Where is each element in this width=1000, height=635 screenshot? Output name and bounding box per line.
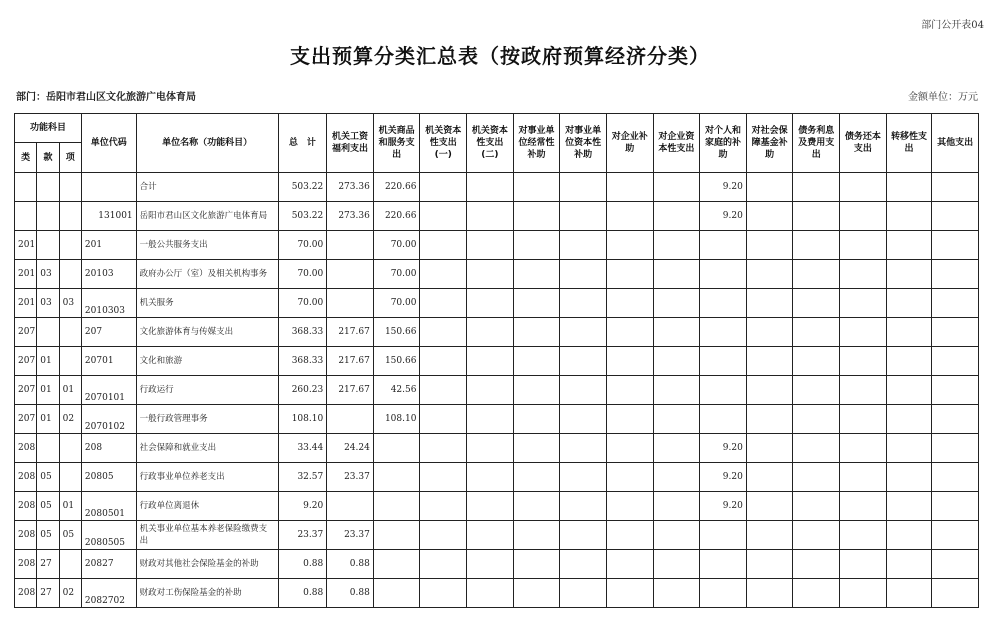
cell-code: 2080501: [81, 492, 136, 521]
cell-total: 9.20: [278, 492, 327, 521]
cell-kuan: 01: [37, 376, 59, 405]
cell-kuan: 27: [37, 550, 59, 579]
header-col-3: 机关资本性支出(一): [420, 114, 467, 173]
cell-kuan: 05: [37, 463, 59, 492]
cell-xiang: 03: [59, 289, 81, 318]
table-row: [15, 376, 979, 405]
cell-name: 社会保障和就业支出: [136, 434, 278, 463]
cell-col-1: 23.37: [327, 463, 374, 492]
cell-col-1: 0.88: [327, 579, 374, 608]
cell-lei: 208: [15, 550, 37, 579]
cell-kuan: 01: [37, 347, 59, 376]
cell-col-2: 150.66: [373, 318, 420, 347]
cell-lei: 208: [15, 463, 37, 492]
cell-total: 70.00: [278, 289, 327, 318]
cell-col-1: 273.36: [327, 173, 374, 202]
cell-col-9: [700, 376, 747, 405]
cell-code: 20103: [81, 260, 136, 289]
cell-col-2: 70.00: [373, 231, 420, 260]
cell-col-2: 220.66: [373, 202, 420, 231]
header-col-6: 对事业单位资本性补助: [560, 114, 607, 173]
cell-xiang: 05: [59, 521, 81, 550]
header-row-top: [15, 114, 979, 143]
cell-total: 23.37: [278, 521, 327, 550]
cell-name: 机关事业单位基本养老保险缴费支出: [136, 521, 278, 550]
cell-name: 合计: [136, 173, 278, 202]
budget-table: [14, 113, 979, 608]
cell-code: 2010303: [81, 289, 136, 318]
cell-lei: 201: [15, 289, 37, 318]
header-unit-name: 单位名称（功能科目）: [136, 114, 278, 173]
header-kuan: 款: [37, 143, 59, 173]
cell-kuan: 05: [37, 492, 59, 521]
cell-col-2: [373, 492, 420, 521]
cell-total: 70.00: [278, 260, 327, 289]
cell-total: 503.22: [278, 202, 327, 231]
cell-xiang: 02: [59, 405, 81, 434]
cell-xiang: [59, 434, 81, 463]
cell-lei: 208: [15, 579, 37, 608]
cell-lei: 207: [15, 347, 37, 376]
table-row: [15, 405, 979, 434]
table-number-tag: 部门公开表04: [921, 20, 984, 31]
table-row: [15, 260, 979, 289]
cell-total: 0.88: [278, 579, 327, 608]
cell-xiang: [59, 202, 81, 231]
cell-kuan: 27: [37, 579, 59, 608]
cell-xiang: 01: [59, 376, 81, 405]
header-col-12: 债务还本支出: [840, 114, 887, 173]
cell-col-2: [373, 463, 420, 492]
cell-col-2: 150.66: [373, 347, 420, 376]
cell-col-2: 70.00: [373, 260, 420, 289]
cell-xiang: 02: [59, 579, 81, 608]
cell-col-9: 9.20: [700, 434, 747, 463]
cell-total: 0.88: [278, 550, 327, 579]
cell-kuan: [37, 202, 59, 231]
cell-col-1: 217.67: [327, 376, 374, 405]
table-row: [15, 579, 979, 608]
cell-lei: 208: [15, 521, 37, 550]
header-col-4: 机关资本性支出(二): [467, 114, 514, 173]
cell-lei: 208: [15, 492, 37, 521]
cell-name: 一般行政管理事务: [136, 405, 278, 434]
cell-xiang: [59, 173, 81, 202]
cell-kuan: [37, 231, 59, 260]
cell-col-1: 24.24: [327, 434, 374, 463]
header-total: 总 计: [278, 114, 327, 173]
cell-kuan: [37, 318, 59, 347]
cell-code: 2080505: [81, 521, 136, 550]
table-row: [15, 434, 979, 463]
cell-kuan: 01: [37, 405, 59, 434]
cell-total: 108.10: [278, 405, 327, 434]
table-row: [15, 492, 979, 521]
header-col-14: 其他支出: [932, 114, 979, 173]
cell-col-2: 220.66: [373, 173, 420, 202]
cell-col-2: 70.00: [373, 289, 420, 318]
cell-name: 岳阳市君山区文化旅游广电体育局: [136, 202, 278, 231]
page-title: 支出预算分类汇总表（按政府预算经济分类）: [290, 44, 710, 68]
cell-total: 368.33: [278, 318, 327, 347]
cell-col-2: [373, 521, 420, 550]
cell-lei: 201: [15, 260, 37, 289]
cell-col-9: [700, 347, 747, 376]
cell-code: 2082702: [81, 579, 136, 608]
cell-code: 208: [81, 434, 136, 463]
cell-xiang: [59, 463, 81, 492]
cell-name: 行政运行: [136, 376, 278, 405]
cell-code: 20805: [81, 463, 136, 492]
cell-kuan: [37, 173, 59, 202]
cell-col-1: [327, 260, 374, 289]
cell-col-1: 217.67: [327, 318, 374, 347]
header-col-1: 机关工资福利支出: [327, 114, 374, 173]
cell-col-2: 42.56: [373, 376, 420, 405]
table-row: [15, 289, 979, 318]
cell-kuan: [37, 434, 59, 463]
cell-name: 财政对工伤保险基金的补助: [136, 579, 278, 608]
cell-col-9: 9.20: [700, 202, 747, 231]
header-col-13: 转移性支出: [886, 114, 932, 173]
header-func-subject: 功能科目: [15, 114, 82, 143]
cell-col-9: 9.20: [700, 463, 747, 492]
cell-lei: 207: [15, 405, 37, 434]
cell-col-1: [327, 492, 374, 521]
cell-xiang: [59, 550, 81, 579]
table-row: [15, 318, 979, 347]
cell-lei: 207: [15, 376, 37, 405]
cell-lei: 207: [15, 318, 37, 347]
header-xiang: 项: [59, 143, 81, 173]
header-col-11: 债务利息及费用支出: [793, 114, 840, 173]
cell-lei: 208: [15, 434, 37, 463]
cell-name: 行政事业单位养老支出: [136, 463, 278, 492]
cell-total: 503.22: [278, 173, 327, 202]
cell-col-9: [700, 318, 747, 347]
cell-col-1: [327, 289, 374, 318]
header-lei: 类: [15, 143, 37, 173]
header-col-7: 对企业补助: [606, 114, 653, 173]
cell-lei: 201: [15, 231, 37, 260]
cell-col-9: [700, 260, 747, 289]
cell-name: 行政单位离退休: [136, 492, 278, 521]
table-row: [15, 521, 979, 550]
cell-code: 20701: [81, 347, 136, 376]
cell-total: 33.44: [278, 434, 327, 463]
cell-code: 2070101: [81, 376, 136, 405]
cell-col-2: [373, 579, 420, 608]
cell-total: 70.00: [278, 231, 327, 260]
header-col-2: 机关商品和服务支出: [373, 114, 420, 173]
cell-name: 文化旅游体育与传媒支出: [136, 318, 278, 347]
cell-col-2: [373, 550, 420, 579]
cell-code: 207: [81, 318, 136, 347]
cell-kuan: 05: [37, 521, 59, 550]
cell-code: 20827: [81, 550, 136, 579]
cell-col-2: 108.10: [373, 405, 420, 434]
cell-col-9: 9.20: [700, 492, 747, 521]
cell-col-9: 9.20: [700, 173, 747, 202]
cell-xiang: [59, 260, 81, 289]
cell-xiang: [59, 318, 81, 347]
header-unit-code: 单位代码: [81, 114, 136, 173]
header-col-5: 对事业单位经常性补助: [513, 114, 560, 173]
cell-col-1: [327, 405, 374, 434]
cell-code: 2070102: [81, 405, 136, 434]
table-row: [15, 550, 979, 579]
cell-col-1: 273.36: [327, 202, 374, 231]
cell-col-2: [373, 434, 420, 463]
cell-name: 机关服务: [136, 289, 278, 318]
cell-xiang: 01: [59, 492, 81, 521]
cell-code: [81, 173, 136, 202]
cell-kuan: 03: [37, 289, 59, 318]
cell-col-9: [700, 289, 747, 318]
cell-code: 201: [81, 231, 136, 260]
cell-col-9: [700, 231, 747, 260]
cell-lei: [15, 173, 37, 202]
table-row: [15, 202, 979, 231]
cell-xiang: [59, 347, 81, 376]
header-col-8: 对企业资本性支出: [653, 114, 700, 173]
cell-col-9: [700, 521, 747, 550]
department-label: 部门：岳阳市君山区文化旅游广电体育局: [16, 92, 196, 103]
cell-name: 文化和旅游: [136, 347, 278, 376]
cell-code: 131001: [81, 202, 136, 231]
amount-unit-label: 金额单位：万元: [908, 92, 978, 103]
cell-lei: [15, 202, 37, 231]
cell-total: 260.23: [278, 376, 327, 405]
header-col-9: 对个人和家庭的补助: [700, 114, 747, 173]
cell-col-9: [700, 405, 747, 434]
cell-name: 财政对其他社会保险基金的补助: [136, 550, 278, 579]
cell-col-9: [700, 550, 747, 579]
table-row: [15, 231, 979, 260]
table-row: [15, 347, 979, 376]
header-col-10: 对社会保障基金补助: [746, 114, 793, 173]
cell-name: 一般公共服务支出: [136, 231, 278, 260]
cell-col-1: [327, 231, 374, 260]
cell-total: 32.57: [278, 463, 327, 492]
cell-col-1: 23.37: [327, 521, 374, 550]
cell-kuan: 03: [37, 260, 59, 289]
table-row: [15, 463, 979, 492]
cell-name: 政府办公厅（室）及相关机构事务: [136, 260, 278, 289]
cell-col-9: [700, 579, 747, 608]
cell-xiang: [59, 231, 81, 260]
table-row: [15, 173, 979, 202]
cell-total: 368.33: [278, 347, 327, 376]
cell-col-1: 0.88: [327, 550, 374, 579]
cell-col-1: 217.67: [327, 347, 374, 376]
